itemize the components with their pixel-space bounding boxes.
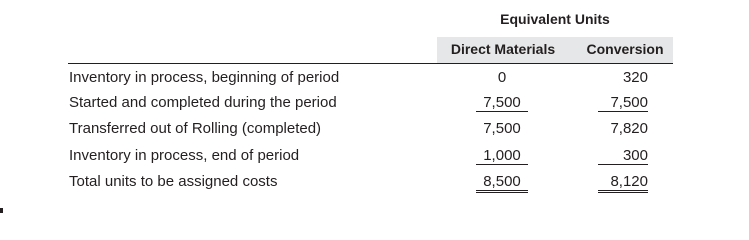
cell-conversion-total: 8,120 [598, 173, 648, 193]
row-label-transferred-out: Transferred out of Rolling (completed) [69, 120, 322, 137]
cell-conversion: 300 [598, 147, 648, 165]
row-label-ending-inventory: Inventory in process, end of period [69, 147, 300, 164]
row-label-started-and-completed: Started and completed during the period [69, 94, 337, 111]
column-header-conversion: Conversion [586, 41, 664, 57]
row-label-beginning-inventory: Inventory in process, beginning of period [69, 69, 340, 86]
cell-direct-materials: 1,000 [476, 147, 528, 165]
cell-conversion: 7,820 [610, 120, 648, 137]
header-separator [68, 63, 673, 64]
group-header: Equivalent Units [500, 11, 610, 27]
cell-conversion: 320 [622, 69, 648, 86]
column-header-direct-materials: Direct Materials [450, 41, 556, 57]
cell-conversion: 7,500 [598, 94, 648, 112]
cell-direct-materials: 7,500 [483, 120, 521, 137]
cell-direct-materials-total: 8,500 [476, 173, 528, 193]
cell-direct-materials: 7,500 [476, 94, 528, 112]
row-label-total-units: Total units to be assigned costs [69, 173, 278, 190]
cell-direct-materials: 0 [497, 69, 507, 86]
edge-mark [0, 208, 3, 213]
